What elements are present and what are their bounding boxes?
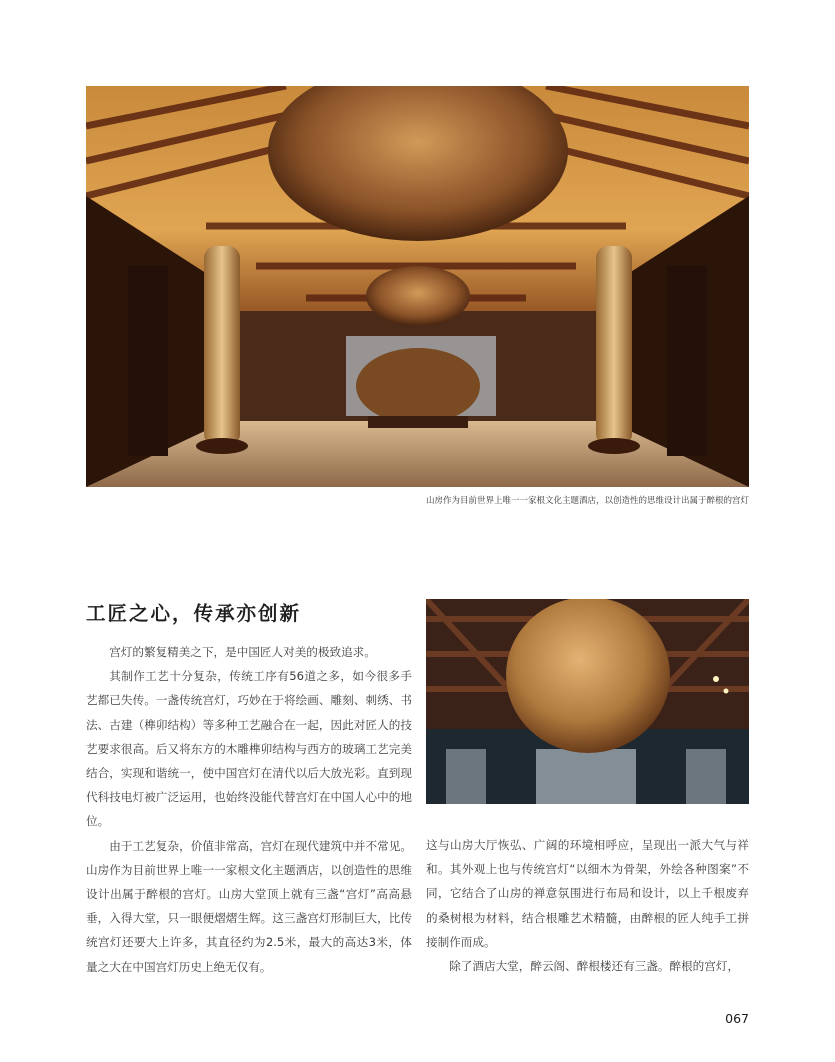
hero-photo-illustration	[86, 86, 749, 487]
paragraph: 其制作工艺十分复杂，传统工序有56道之多，如今很多手艺都已失传。一盏传统宫灯，巧妙在于将绘画、雕刻、刺绣、书法、古建（榫卯结构）等多种工艺融合在一起，因此对匠人的技艺要求很高。后又将东方的木雕榫卯结构与西方的玻璃工艺完美结合，实现和谐统一，使中国宫灯在清代以后大放光彩。直到现代科技电灯被广泛运用，也始终没能代替宫灯在中国人心中的地位。	[86, 669, 412, 829]
paragraph: 由于工艺复杂，价值非常高，宫灯在现代建筑中并不常见。山房作为目前世界上唯一一家根文化主题酒店，以创造性的思维设计出属于醉根的宫灯。山房大堂顶上就有三盏“宫灯”高高悬垂，入得大堂，只一眼便熠熠生辉。这三盏宫灯形制巨大，比传统宫灯还要大上许多，其直径约为2.5米，最大的高达3米，体量之大在中国宫灯历史上绝无仅有。	[86, 838, 412, 974]
hero-photo-caption: 山房作为目前世界上唯一一家根文化主题酒店，以创造性的思维设计出属于醉根的宫灯	[425, 496, 749, 506]
lantern-photo	[426, 599, 749, 804]
section-title: 工匠之心，传承亦创新	[86, 602, 302, 625]
page-number: 067	[725, 1011, 749, 1026]
paragraph: 这与山房大厅恢弘、广阔的环境相呼应，呈现出一派大气与祥和。其外观上也与传统宫灯“以细木为骨架，外绘各种图案”不同，它结合了山房的禅意氛围进行布局和设计，以上千根废弃的桑树根为材料，结合根雕艺术精髓，由醉根的匠人纯手工拼接制作而成。	[426, 838, 749, 949]
hero-photo	[86, 86, 749, 487]
paragraph: 除了酒店大堂，醉云阁、醉根楼还有三盏。醉根的宫灯，	[449, 959, 740, 974]
lantern-photo-illustration	[426, 599, 749, 804]
right-column	[426, 833, 749, 978]
paragraph: 宫灯的繁复精美之下，是中国匠人对美的极致追求。	[109, 645, 376, 659]
left-column	[86, 640, 412, 979]
